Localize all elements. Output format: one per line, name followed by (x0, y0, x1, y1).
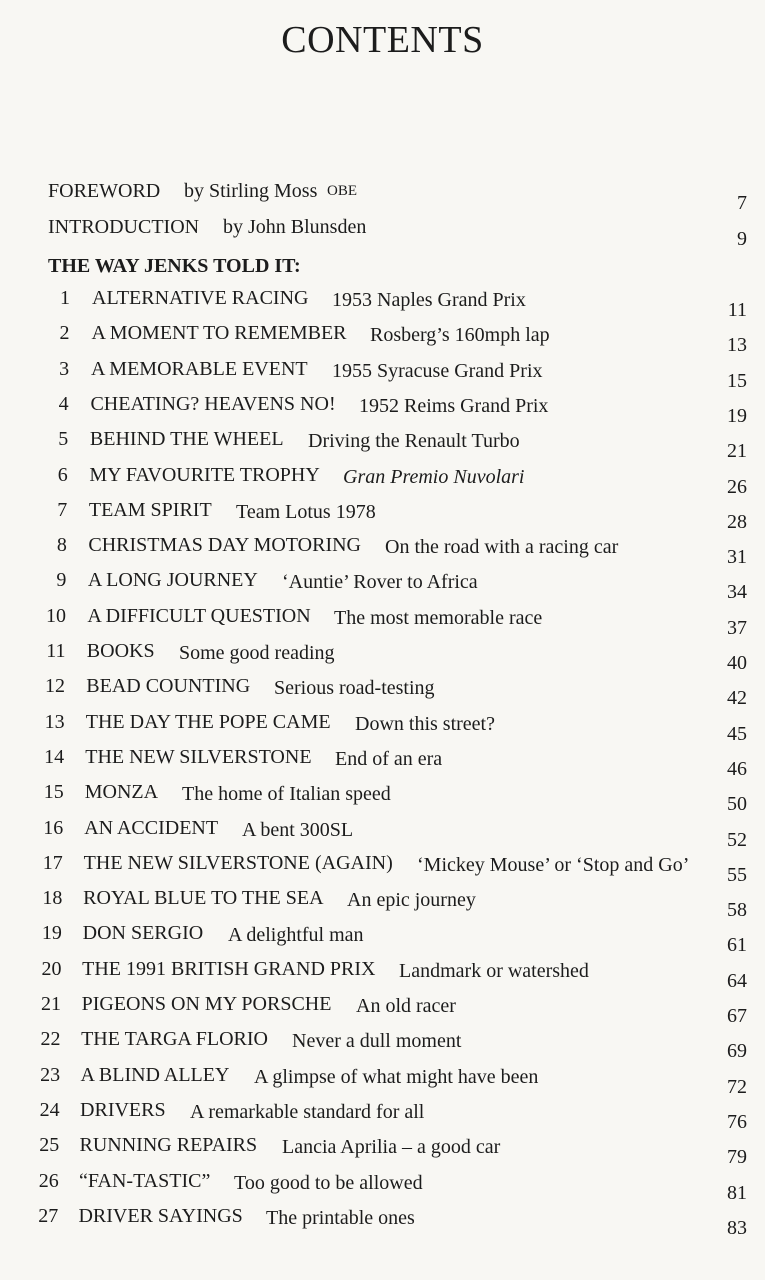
chapter-number: 8 (56, 534, 67, 557)
chapter-subtitle: The printable ones (266, 1206, 415, 1229)
chapter-number: 20 (41, 957, 62, 980)
chapter-heading: BOOKS (86, 640, 155, 662)
chapter-subtitle: Some good reading (179, 642, 335, 664)
chapter-number: 26 (38, 1169, 59, 1192)
chapter-number: 13 (44, 710, 65, 733)
chapter-number: 11 (46, 640, 66, 662)
chapter-number: 27 (38, 1204, 59, 1227)
chapter-subtitle: Rosberg’s 160mph lap (370, 324, 550, 347)
chapter-heading: ROYAL BLUE TO THE SEA (83, 887, 324, 910)
page-number: 67 (727, 1005, 747, 1027)
chapter-number: 15 (43, 781, 64, 804)
page-number: 26 (727, 475, 747, 498)
page-number: 40 (727, 652, 747, 674)
chapter-number: 16 (43, 816, 64, 839)
chapter-heading: ALTERNATIVE RACING (92, 287, 309, 309)
page-number: 11 (727, 299, 747, 321)
front-matter-item (0, 180, 765, 214)
chapter-heading: MY FAVOURITE TROPHY (89, 463, 320, 486)
chapter-row (0, 675, 765, 709)
chapter-heading: CHRISTMAS DAY MOTORING (88, 534, 361, 557)
chapter-number: 6 (57, 463, 68, 486)
chapter-row (0, 569, 765, 603)
chapter-subtitle: 1953 Naples Grand Prix (332, 289, 526, 311)
page-title: CONTENTS (281, 19, 484, 61)
chapter-row (0, 1170, 765, 1204)
page-number: 79 (727, 1146, 747, 1169)
chapter-heading: THE NEW SILVERSTONE (AGAIN) (83, 851, 393, 874)
chapter-number: 14 (44, 745, 65, 768)
page-number: 42 (727, 687, 747, 710)
chapter-subtitle: A delightful man (228, 924, 364, 947)
chapter-row (0, 358, 765, 392)
chapter-row (0, 817, 765, 851)
entry-heading: FOREWORD (48, 180, 161, 202)
section-heading: THE WAY JENKS TOLD IT: (48, 255, 301, 277)
page-number: 76 (727, 1110, 747, 1133)
chapter-heading: PIGEONS ON MY PORSCHE (81, 993, 332, 1015)
chapter-row (0, 393, 765, 427)
chapter-subtitle: Landmark or watershed (399, 959, 589, 982)
page-number: 72 (727, 1075, 747, 1098)
page-number: 28 (727, 510, 747, 533)
chapter-row (0, 958, 765, 992)
chapter-number: 19 (41, 922, 62, 945)
chapter-row (0, 1099, 765, 1133)
chapter-heading: MONZA (84, 781, 159, 804)
chapter-heading: A LONG JOURNEY (87, 569, 258, 592)
page-number: 45 (727, 722, 747, 745)
page-number: 9 (737, 228, 747, 250)
chapter-number: 1 (60, 287, 70, 309)
chapter-heading: TEAM SPIRIT (88, 498, 212, 521)
chapter-subtitle: ‘Mickey Mouse’ or ‘Stop and Go’ (417, 853, 690, 876)
entry-heading: INTRODUCTION (48, 216, 200, 238)
chapter-row (0, 922, 765, 956)
chapter-subtitle: A glimpse of what might have been (254, 1065, 539, 1088)
entry-suffix: OBE (327, 183, 357, 199)
chapter-subtitle: ‘Auntie’ Rover to Africa (282, 571, 478, 594)
chapter-subtitle: Never a dull moment (292, 1030, 462, 1053)
page-number: 15 (727, 369, 747, 392)
chapter-heading: DRIVER SAYINGS (78, 1204, 243, 1227)
chapter-subtitle: Too good to be allowed (234, 1171, 423, 1194)
chapter-row (0, 499, 765, 533)
chapter-row (0, 852, 765, 886)
page-number: 58 (727, 899, 747, 922)
chapter-number: 24 (39, 1098, 60, 1121)
chapter-subtitle: Lancia Aprilia – a good car (282, 1136, 501, 1159)
page-number: 46 (727, 757, 747, 780)
chapter-subtitle: Down this street? (355, 712, 495, 735)
chapter-number: 25 (39, 1134, 60, 1157)
chapter-heading: THE 1991 BRITISH GRAND PRIX (82, 957, 376, 980)
chapter-row (0, 887, 765, 921)
page-number: 69 (727, 1040, 747, 1063)
entry-subtitle: by Stirling Moss (184, 180, 318, 202)
chapter-heading: “FAN-TASTIC” (79, 1169, 211, 1192)
chapter-subtitle: End of an era (335, 747, 443, 770)
page-number: 34 (727, 581, 747, 604)
page-number: 7 (737, 192, 747, 214)
chapter-number: 2 (59, 322, 70, 345)
chapter-subtitle: Serious road-testing (274, 677, 435, 700)
page-number: 37 (727, 616, 747, 639)
chapter-number: 10 (45, 604, 66, 627)
chapter-row (0, 605, 765, 639)
chapter-subtitle: 1955 Syracuse Grand Prix (332, 359, 543, 382)
chapter-row (0, 534, 765, 568)
chapter-subtitle: Team Lotus 1978 (236, 500, 376, 523)
chapter-row (0, 711, 765, 745)
page-number: 81 (727, 1181, 747, 1204)
chapter-heading: A MOMENT TO REMEMBER (91, 322, 347, 345)
front-matter-item (0, 216, 765, 250)
page-number: 19 (727, 404, 747, 427)
chapter-number: 22 (40, 1028, 61, 1051)
chapter-heading: DRIVERS (80, 1098, 166, 1121)
chapter-row (0, 464, 765, 498)
page-number: 55 (727, 863, 747, 886)
chapter-subtitle: A remarkable standard for all (190, 1100, 425, 1123)
chapter-subtitle: On the road with a racing car (385, 536, 619, 559)
entry-subtitle: by John Blunsden (223, 216, 367, 238)
chapter-heading: DON SERGIO (82, 922, 204, 945)
page-number: 50 (727, 793, 747, 816)
chapter-heading: A BLIND ALLEY (80, 1063, 230, 1086)
chapter-subtitle: An epic journey (347, 889, 476, 912)
chapter-heading: THE DAY THE POPE CAME (85, 710, 331, 733)
chapter-heading: A MEMORABLE EVENT (90, 357, 308, 380)
chapter-subtitle: A bent 300SL (242, 818, 354, 841)
chapter-number: 12 (45, 675, 66, 698)
chapter-row (0, 781, 765, 815)
chapter-subtitle: 1952 Reims Grand Prix (359, 394, 549, 417)
chapter-heading: BEAD COUNTING (86, 675, 251, 698)
chapter-heading: RUNNING REPAIRS (79, 1134, 258, 1157)
chapter-number: 17 (42, 851, 63, 874)
chapter-heading: AN ACCIDENT (84, 816, 219, 839)
chapter-number: 21 (41, 993, 61, 1015)
chapter-heading: THE TARGA FLORIO (81, 1028, 269, 1051)
chapter-number: 7 (57, 498, 68, 521)
chapter-heading: THE NEW SILVERSTONE (85, 745, 312, 768)
chapter-number: 5 (58, 428, 69, 451)
chapter-number: 4 (58, 392, 69, 415)
chapter-row (0, 640, 765, 674)
chapter-subtitle: The most memorable race (334, 606, 543, 629)
chapter-subtitle: Driving the Renault Turbo (308, 430, 520, 453)
chapter-heading: A DIFFICULT QUESTION (87, 604, 311, 627)
chapter-row (0, 1028, 765, 1062)
chapter-number: 9 (56, 569, 67, 592)
chapter-heading: CHEATING? HEAVENS NO! (90, 392, 336, 415)
chapter-row (0, 287, 765, 321)
chapter-row (0, 746, 765, 780)
chapter-subtitle: Gran Premio Nuvolari (343, 465, 525, 488)
page-number: 21 (727, 440, 747, 463)
chapter-number: 23 (40, 1063, 61, 1086)
page-number: 83 (727, 1216, 747, 1239)
chapter-row (0, 1134, 765, 1168)
chapter-row (0, 1064, 765, 1098)
page-number: 13 (727, 334, 747, 357)
chapter-subtitle: The home of Italian speed (182, 783, 391, 806)
chapter-heading: BEHIND THE WHEEL (89, 428, 284, 451)
page-number: 61 (727, 934, 747, 957)
chapter-row (0, 993, 765, 1027)
page-number: 31 (727, 546, 747, 569)
chapter-number: 18 (42, 887, 63, 910)
chapter-row (0, 1205, 765, 1239)
chapter-number: 3 (59, 357, 70, 380)
chapter-row (0, 322, 765, 356)
page-number: 52 (727, 828, 747, 851)
page-number: 64 (727, 969, 747, 992)
chapter-row (0, 428, 765, 462)
chapter-subtitle: An old racer (356, 995, 456, 1017)
